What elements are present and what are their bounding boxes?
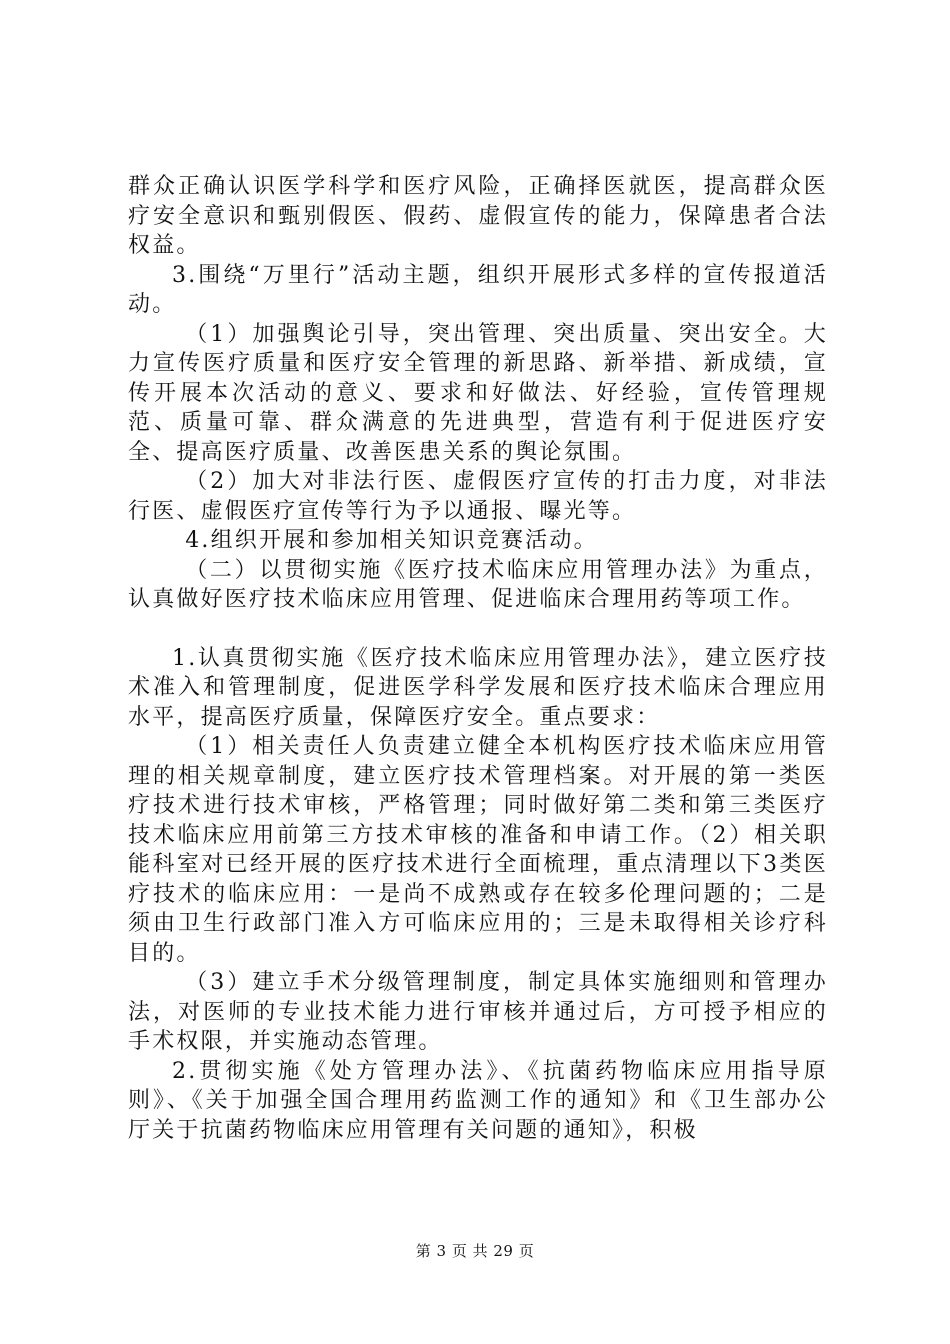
paragraph-subitem-2: （2）加大对非法行医、虚假医疗宣传的打击力度，对非法行医、虚假医疗宣传等行为予以通报、曝光等。: [128, 469, 828, 524]
paragraph-subitem-1: （1）加强舆论引导，突出管理、突出质量、突出安全。大力宣传医疗质量和医疗安全管理的新思路、新举措、新成绩，宣传开展本次活动的意义、要求和好做法、好经验，宣传管理规范、质量可靠、群众满意的先进典型，营造有利于促进医疗安全、提高医疗质量、改善医患关系的舆论氛围。: [128, 321, 828, 465]
paragraph-continuation: 群众正确认识医学科学和医疗风险，正确择医就医，提高群众医疗安全意识和甄别假医、假药、虚假宣传的能力，保障患者合法权益。: [128, 174, 828, 258]
page-number-footer: 第 3 页 共 29 页: [415, 1242, 535, 1260]
paragraph-section-2-heading: （二）以贯彻实施《医疗技术临床应用管理办法》为重点，认真做好医疗技术临床应用管理、促进临床合理用药等项工作。: [128, 557, 828, 612]
document-body: [128, 172, 828, 1145]
paragraph-section-2-item-2: 2.贯彻实施《处方管理办法》、《抗菌药物临床应用指导原则》、《关于加强全国合理用药监测工作的通知》和《卫生部办公厅关于抗菌药物临床应用管理有关问题的通知》，积极: [128, 1058, 828, 1143]
paragraph-section-2-subitem-1-2: （1）相关责任人负责建立健全本机构医疗技术临床应用管理的相关规章制度，建立医疗技术管理档案。对开展的第一类医疗技术进行技术审核，严格管理；同时做好第二类和第三类医疗技术临床应用前第三方技术审核的准备和申请工作。（2）相关职能科室对已经开展的医疗技术进行全面梳理，重点清理以下3类医疗技术的临床应用：一是尚不成熟或存在较多伦理问题的；二是须由卫生行政部门准入方可临床应用的；三是未取得相关诊疗科目的。: [128, 734, 828, 966]
paragraph-item-4: 4.组织开展和参加相关知识竞赛活动。: [185, 528, 598, 553]
paragraph-section-2-subitem-3: （3）建立手术分级管理制度，制定具体实施细则和管理办法，对医师的专业技术能力进行审核并通过后，方可授予相应的手术权限，并实施动态管理。: [128, 970, 828, 1054]
paragraph-gap: [128, 615, 828, 644]
paragraph-item-3: 3.围绕“万里行”活动主题，组织开展形式多样的宣传报道活动。: [128, 262, 828, 317]
paragraph-section-2-item-1: 1.认真贯彻实施《医疗技术临床应用管理办法》，建立医疗技术准入和管理制度，促进医学科学发展和医疗技术临床合理应用水平，提高医疗质量，保障医疗安全。重点要求：: [128, 645, 828, 730]
